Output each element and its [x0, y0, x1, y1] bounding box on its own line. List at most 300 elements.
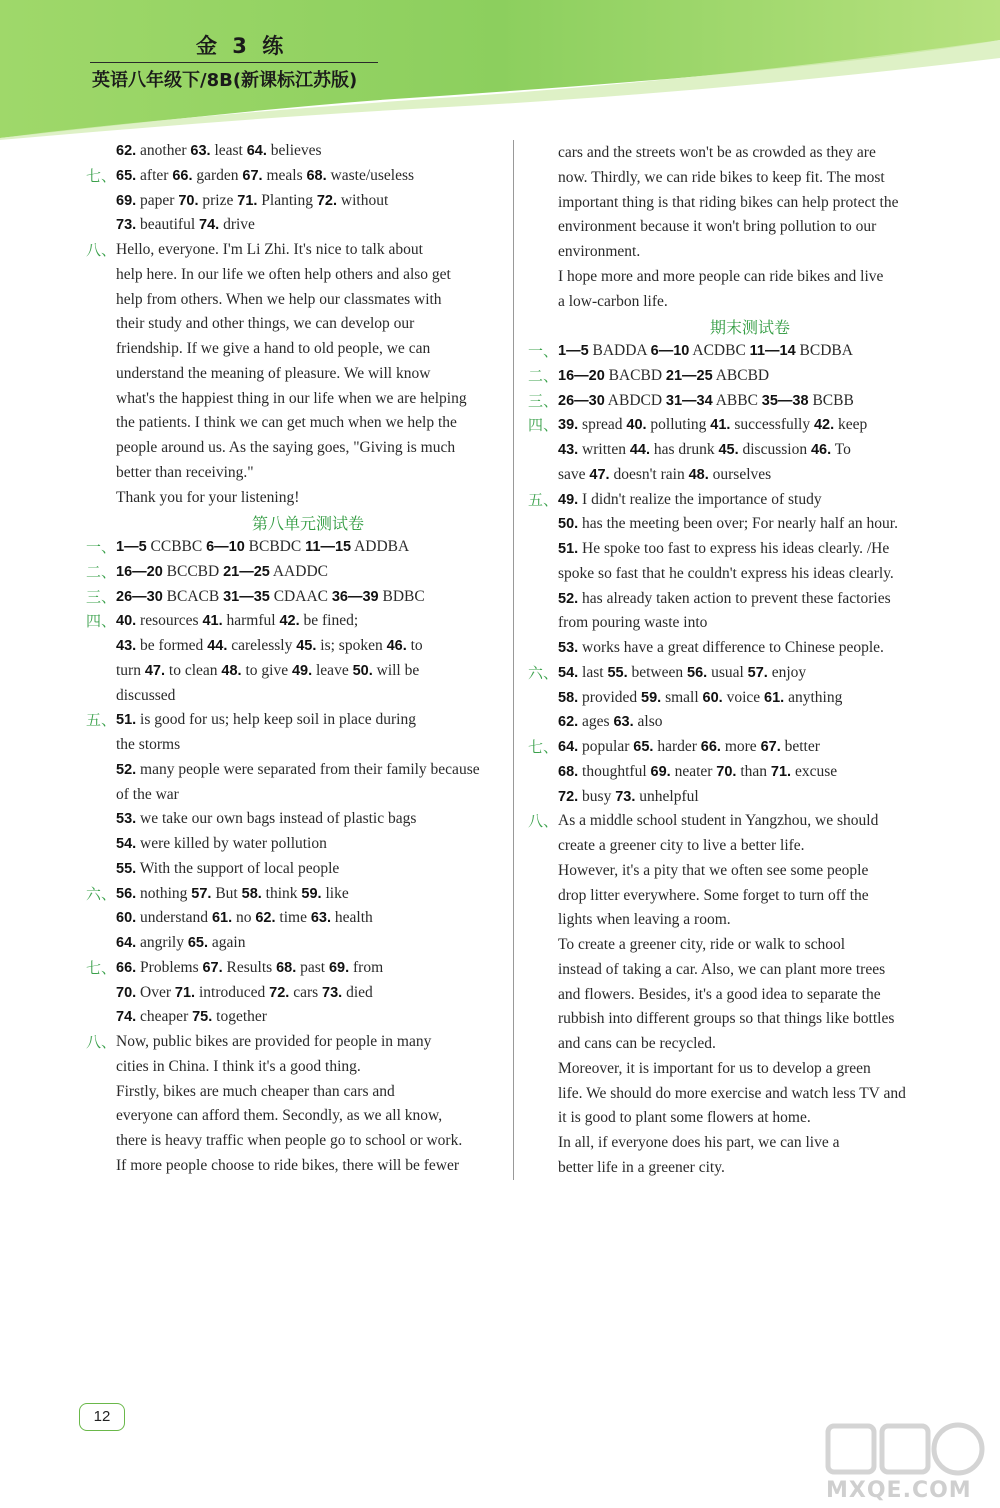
answer-line — [558, 960, 942, 980]
question-number: 64. — [116, 935, 137, 951]
answer-text: anything — [784, 688, 843, 706]
question-number: 54. — [116, 836, 137, 852]
question-number: 71. — [237, 192, 258, 209]
question-number: 43. — [116, 638, 137, 654]
question-number: 56. — [116, 885, 137, 902]
question-group-marker: 三、 — [528, 391, 559, 410]
question-group-marker: 四、 — [86, 612, 117, 631]
answer-text: we take our own bags instead of plastic bags — [136, 810, 417, 828]
question-number: 60. — [116, 910, 137, 927]
answer-text: ABDCD — [604, 391, 666, 409]
answer-line — [116, 166, 500, 186]
answer-text: past — [296, 958, 329, 976]
answer-text: neater — [670, 762, 717, 780]
answer-text: after — [136, 166, 173, 184]
question-number: 48. — [221, 662, 242, 679]
answer-line — [558, 1009, 942, 1029]
question-number: 57. — [191, 885, 212, 902]
answer-line — [558, 935, 942, 955]
answer-line — [558, 539, 942, 559]
answer-line — [116, 686, 500, 706]
answer-line — [558, 688, 942, 708]
question-number: 65. — [633, 739, 654, 755]
answer-text: more — [720, 738, 761, 755]
answer-line — [558, 663, 942, 683]
answer-text: nothing — [136, 884, 192, 902]
question-group-marker: 三、 — [86, 587, 117, 606]
question-number: 73. — [322, 984, 343, 1001]
question-number: 66. — [172, 167, 193, 184]
page-number: 12 — [79, 1403, 125, 1431]
question-number: 74. — [116, 1009, 137, 1026]
answer-text: But — [211, 884, 242, 902]
answer-line — [116, 735, 500, 755]
answer-text: better than receiving." — [116, 463, 254, 481]
answer-text: BADDA — [588, 342, 651, 359]
section-title: 第八单元测试卷 — [251, 514, 364, 534]
question-number: 6—10 — [206, 539, 245, 555]
answer-text: without — [337, 191, 389, 209]
answer-line — [116, 785, 500, 805]
brand-title: 金 3 练 — [196, 34, 288, 58]
answer-line — [558, 886, 942, 906]
answer-text: everyone can afford them. Secondly, as we all know, — [116, 1107, 443, 1125]
question-number: 70. — [716, 763, 737, 780]
question-number: 47. — [144, 662, 166, 679]
answer-text: help from others. When we help our classmates with — [116, 290, 442, 308]
column-divider — [513, 140, 514, 1180]
answer-text: has already taken action to prevent these factories — [578, 589, 891, 607]
answer-line — [558, 589, 942, 609]
answer-line — [558, 193, 942, 213]
answer-text: be fined; — [299, 612, 359, 630]
question-group-marker: 五、 — [86, 711, 117, 730]
answer-text: understand the meaning of pleasure. We will know — [116, 364, 431, 382]
question-number: 73. — [615, 788, 636, 805]
answer-line — [558, 613, 942, 633]
answer-text: many people were separated from their family because — [136, 760, 480, 778]
answer-line — [116, 908, 500, 928]
question-group-marker: 八、 — [528, 812, 559, 831]
answer-line — [116, 1057, 500, 1077]
answer-text: people around us. As the saying goes, "Giving is much — [116, 439, 456, 456]
answer-text: CDAAC — [269, 587, 332, 605]
answer-line — [558, 564, 942, 584]
answer-line — [116, 240, 500, 260]
question-number: 57. — [747, 664, 768, 681]
answer-text: busy — [578, 787, 616, 805]
answer-text: ADDBA — [351, 538, 410, 555]
answer-text: Thank you for your listening! — [116, 488, 300, 506]
question-number: 59. — [301, 885, 322, 902]
answer-text: With the support of local people — [136, 859, 340, 877]
answer-text: last — [578, 663, 608, 681]
answer-line — [558, 1034, 942, 1054]
answer-text: believes — [266, 142, 322, 159]
question-number: 58. — [558, 689, 579, 706]
answer-line — [558, 490, 942, 510]
answer-line — [558, 1158, 942, 1178]
answer-text: In all, if everyone does his part, we can live a — [558, 1134, 840, 1151]
answer-text: BCBDC — [244, 538, 306, 555]
answer-text: to clean — [165, 661, 222, 679]
answer-line — [116, 463, 500, 483]
answer-text: garden — [192, 166, 243, 184]
answer-text: I hope more and more people can ride bikes and live — [558, 267, 884, 285]
answer-text: it is good to plant some flowers at home. — [558, 1109, 811, 1127]
answer-text: spoke so fast that he couldn't express his ideas clearly. — [558, 564, 894, 582]
question-number: 51. — [558, 541, 579, 557]
question-number: 16—20 — [558, 367, 605, 384]
answer-text: instead of taking a car. Also, we can plant more trees — [558, 960, 886, 978]
answer-text: usual — [707, 663, 748, 681]
answer-text: Planting — [257, 191, 317, 209]
answer-text: ages — [578, 713, 614, 731]
answer-line — [558, 465, 942, 485]
answer-line — [558, 985, 942, 1005]
question-number: 43. — [558, 442, 579, 458]
question-number: 36—39 — [331, 588, 379, 605]
answer-line — [116, 1032, 500, 1052]
answer-text: ACDBC — [689, 342, 750, 359]
question-number: 21—25 — [665, 367, 713, 384]
answer-text: think — [261, 884, 302, 902]
answer-text: small — [661, 688, 703, 706]
answer-line — [558, 292, 942, 312]
answer-text: like — [321, 884, 349, 902]
question-number: 68. — [306, 167, 327, 184]
answer-line — [558, 514, 942, 534]
answer-text: unhelpful — [635, 787, 699, 805]
answer-line — [116, 1106, 500, 1126]
answer-line — [116, 141, 500, 161]
answer-text: ourselves — [708, 465, 772, 483]
question-number: 67. — [242, 167, 263, 184]
question-group-marker: 一、 — [528, 342, 559, 360]
question-number: 45. — [296, 638, 317, 654]
answer-text: were killed by water pollution — [136, 835, 327, 852]
answer-text: again — [208, 934, 246, 951]
answer-text: cars — [289, 983, 323, 1001]
answer-line — [558, 1084, 942, 1104]
question-number: 50. — [352, 662, 373, 679]
answer-line — [558, 242, 942, 262]
answer-line — [558, 787, 942, 807]
question-group-marker: 一、 — [86, 538, 117, 556]
answer-text: of the war — [116, 785, 179, 803]
question-number: 62. — [255, 910, 276, 927]
question-number: 26—30 — [558, 392, 605, 409]
answer-text: keep — [834, 416, 868, 434]
answer-text: As a middle school student in Yangzhou, we should — [558, 812, 879, 830]
answer-text: Firstly, bikes are much cheaper than cars and — [116, 1082, 395, 1100]
answer-line — [116, 611, 500, 631]
question-number: 69. — [116, 192, 137, 209]
question-number: 49. — [291, 662, 313, 679]
question-number: 59. — [641, 689, 662, 706]
question-number: 31—35 — [223, 588, 270, 605]
answer-text: BDBC — [378, 587, 425, 605]
answer-text: However, it's a pity that we often see some people — [558, 861, 869, 879]
answer-text: understand — [136, 909, 212, 927]
question-number: 52. — [116, 761, 137, 778]
answer-line — [116, 339, 500, 359]
answer-text: between — [627, 663, 688, 681]
question-number: 50. — [558, 516, 579, 533]
answer-text: better life in a greener city. — [558, 1158, 725, 1176]
question-number: 71. — [174, 984, 196, 1001]
question-number: 56. — [687, 664, 708, 681]
question-number: 42. — [279, 613, 300, 630]
answer-text: is good for us; help keep soil in place during — [136, 711, 416, 729]
answer-text: create a greener city to live a better life. — [558, 837, 805, 854]
answer-line — [116, 1131, 500, 1151]
answer-text: To — [831, 441, 851, 458]
answer-line — [116, 661, 500, 681]
answer-line — [116, 364, 500, 384]
answer-text: drive — [219, 216, 255, 234]
question-group-marker: 二、 — [528, 366, 559, 385]
question-number: 54. — [558, 664, 579, 681]
question-number: 44. — [629, 442, 650, 458]
answer-text: ABCBD — [712, 366, 770, 384]
answer-line — [558, 910, 942, 930]
answer-text: excuse — [791, 762, 838, 780]
question-number: 65. — [116, 167, 137, 184]
answer-text: to — [406, 637, 423, 654]
answer-text: BCACB — [162, 587, 224, 605]
answer-line — [116, 290, 500, 310]
answer-line — [558, 341, 942, 361]
answer-text: least — [210, 142, 247, 159]
answer-line — [116, 587, 500, 607]
answer-text: BCCBD — [162, 562, 224, 580]
book-subtitle: 英语八年级下/8B(新课标江苏版) — [92, 70, 358, 91]
question-number: 44. — [207, 638, 228, 654]
answer-line — [558, 762, 942, 782]
answer-text: than — [736, 762, 771, 780]
question-number: 69. — [650, 763, 671, 780]
question-number: 68. — [558, 763, 579, 780]
question-number: 53. — [558, 640, 579, 656]
answer-text: better — [780, 738, 820, 755]
question-number: 66. — [116, 959, 137, 976]
answer-line — [116, 1156, 500, 1176]
question-number: 41. — [202, 613, 223, 630]
answer-line — [116, 710, 500, 730]
answer-text: help here. In our life we often help others and also get — [116, 265, 451, 283]
answer-line — [116, 265, 500, 285]
answer-text: from pouring waste into — [558, 614, 708, 632]
answer-text: prize — [198, 191, 238, 209]
answer-text: If more people choose to ride bikes, there will be fewer — [116, 1156, 460, 1174]
answer-text: cars and the streets won't be as crowded as they are — [558, 144, 876, 161]
question-number: 62. — [116, 143, 137, 159]
answer-text: and cans can be recycled. — [558, 1035, 716, 1052]
answer-text: will be — [372, 661, 420, 679]
answer-line — [116, 636, 500, 656]
answer-text: BCDBA — [795, 342, 853, 359]
question-number: 64. — [558, 739, 579, 755]
answer-text: important thing is that riding bikes can help protect the — [558, 193, 899, 211]
question-number: 45. — [718, 442, 739, 458]
answer-text: what's the happiest thing in our life when we are helping — [116, 389, 467, 407]
answer-text: environment. — [558, 243, 641, 260]
answer-text: leave — [312, 661, 353, 679]
question-number: 63. — [613, 714, 634, 731]
answer-line — [116, 983, 500, 1003]
question-group-marker: 七、 — [86, 166, 117, 185]
answer-text: voice — [722, 688, 765, 706]
question-number: 40. — [116, 613, 137, 630]
answer-text: rubbish into different groups so that things like bottles — [558, 1010, 895, 1028]
answer-line — [116, 389, 500, 409]
answer-text: To create a greener city, ride or walk to school — [558, 936, 846, 953]
answer-text: angrily — [136, 934, 188, 951]
question-number: 41. — [710, 417, 731, 434]
answer-text: thoughtful — [578, 762, 651, 780]
question-group-marker: 五、 — [528, 490, 559, 509]
question-number: 11—14 — [749, 343, 796, 359]
answer-line — [116, 809, 500, 829]
answer-line — [558, 1108, 942, 1128]
answer-text: friendship. If we give a hand to old people, we can — [116, 340, 431, 357]
answer-line — [558, 168, 942, 188]
answer-line — [116, 413, 500, 433]
answer-text: paper — [136, 191, 179, 209]
question-number: 52. — [558, 590, 579, 607]
answer-text: Hello, everyone. I'm Li Zhi. It's nice to talk about — [116, 241, 423, 258]
question-number: 55. — [607, 664, 628, 681]
question-group-marker: 二、 — [86, 562, 117, 581]
answer-line — [558, 217, 942, 237]
answer-text: doesn't rain — [609, 465, 689, 483]
answer-text: has the meeting been over; For nearly half an hour. — [578, 515, 898, 533]
answer-text: is; spoken — [316, 637, 387, 654]
question-number: 6—10 — [650, 343, 690, 359]
question-number: 63. — [190, 143, 211, 159]
question-number: 61. — [211, 910, 233, 927]
answer-line — [116, 191, 500, 211]
question-number: 72. — [316, 192, 338, 209]
answer-line — [116, 1082, 500, 1102]
answer-text: health — [331, 909, 373, 927]
answer-text: has drunk — [650, 441, 719, 458]
question-number: 46. — [386, 638, 407, 654]
question-number: 67. — [760, 739, 781, 755]
answer-text: a low-carbon life. — [558, 292, 668, 310]
answer-text: waste/useless — [326, 166, 415, 184]
question-number: 70. — [116, 984, 137, 1001]
question-number: 60. — [702, 689, 723, 706]
question-number: 64. — [246, 143, 267, 159]
question-number: 61. — [764, 689, 785, 706]
answer-line — [116, 933, 500, 953]
answer-text: lights when leaving a room. — [558, 911, 731, 929]
answer-line — [558, 267, 942, 287]
answer-text: enjoy — [767, 663, 807, 681]
question-group-marker: 七、 — [528, 738, 559, 756]
answer-text: cities in China. I think it's a good thing. — [116, 1057, 361, 1075]
question-number: 31—34 — [665, 392, 713, 409]
question-group-marker: 七、 — [86, 958, 117, 977]
answer-line — [116, 760, 500, 780]
answer-text: no — [232, 909, 256, 927]
answer-text: AADDC — [269, 562, 328, 580]
answer-text: successfully — [730, 416, 814, 434]
header-rule — [90, 62, 378, 63]
answer-text: their study and other things, we can develop our — [116, 315, 415, 333]
question-number: 55. — [116, 860, 137, 877]
answer-text: Over — [136, 983, 175, 1001]
answer-line — [116, 958, 500, 978]
answer-text: be formed — [136, 637, 208, 654]
answer-text: harder — [653, 738, 701, 755]
answer-line — [116, 314, 500, 334]
answer-text: and flowers. Besides, it's a good idea to separate the — [558, 985, 881, 1003]
answer-text: BACBD — [604, 366, 666, 384]
answer-text: died — [342, 983, 373, 1001]
answer-text: cheaper — [136, 1008, 193, 1026]
question-number: 68. — [276, 959, 297, 976]
answer-text: carelessly — [227, 637, 297, 654]
question-number: 75. — [192, 1009, 213, 1026]
answer-line — [558, 712, 942, 732]
answer-line — [558, 143, 942, 163]
answer-text: discussion — [738, 441, 811, 458]
answer-line — [558, 440, 942, 460]
answer-line — [116, 1007, 500, 1027]
answer-line — [558, 811, 942, 831]
question-number: 66. — [700, 739, 721, 755]
answer-text: there is heavy traffic when people go to school or work. — [116, 1132, 463, 1149]
answer-text: spread — [578, 416, 627, 434]
answer-line — [116, 859, 500, 879]
answer-text: drop litter everywhere. Some forget to turn off the — [558, 886, 869, 904]
answer-text: time — [275, 909, 311, 927]
question-number: 26—30 — [116, 588, 163, 605]
question-number: 62. — [558, 714, 579, 731]
answer-text: ABBC — [712, 391, 762, 409]
answer-text: another — [136, 142, 191, 159]
answer-line — [558, 1059, 942, 1079]
answer-line — [558, 1133, 942, 1153]
answer-line — [116, 562, 500, 582]
answer-text: Now, public bikes are provided for people in many — [116, 1033, 432, 1050]
answer-text: to give — [241, 661, 292, 679]
question-number: 1—5 — [116, 539, 147, 555]
question-number: 21—25 — [223, 563, 270, 580]
answer-text: now. Thirdly, we can ride bikes to keep fit. The most — [558, 168, 885, 186]
answer-line — [558, 638, 942, 658]
answer-text: Results — [222, 958, 277, 976]
answer-text: beautiful — [136, 216, 200, 234]
answer-line — [116, 537, 500, 557]
question-group-marker: 八、 — [86, 241, 117, 259]
answer-text: works have a great difference to Chinese people. — [578, 639, 884, 656]
question-number: 46. — [810, 442, 832, 458]
answer-text: meals — [262, 166, 307, 184]
answer-text: save — [558, 465, 590, 483]
answer-text: provided — [578, 688, 642, 706]
question-number: 71. — [770, 763, 792, 780]
answer-text: life. We should do more exercise and watch less TV and — [558, 1084, 906, 1102]
question-group-marker: 六、 — [86, 884, 117, 903]
answer-line — [558, 836, 942, 856]
answer-text: discussed — [116, 686, 176, 704]
question-number: 65. — [187, 935, 208, 951]
answer-text: BCBB — [808, 391, 854, 409]
